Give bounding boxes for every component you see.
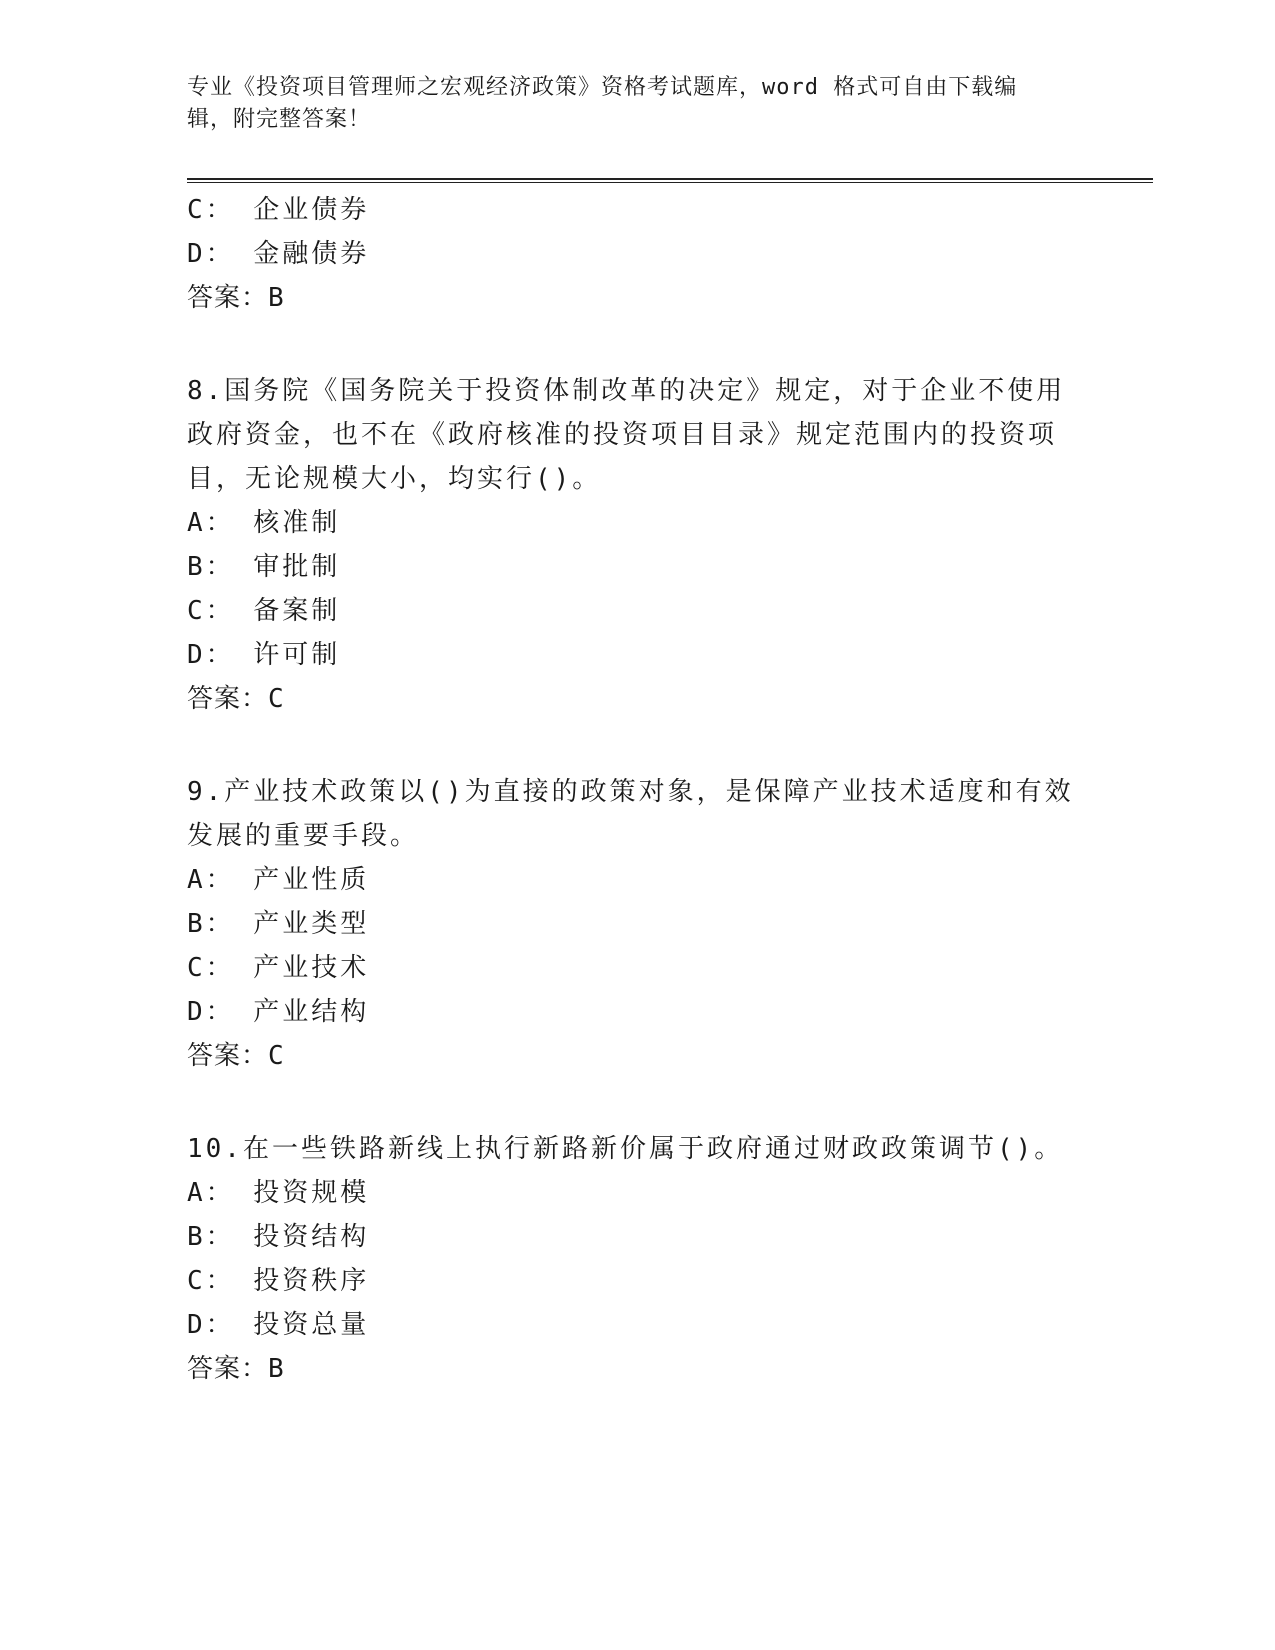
- q9-stem-line-1: 9.产业技术政策以()为直接的政策对象，是保障产业技术适度和有效: [187, 777, 1074, 807]
- q10-option-d: D： 投资总量: [187, 1310, 370, 1340]
- q9-option-a: A： 产业性质: [187, 865, 370, 895]
- q8-option-c: C： 备案制: [187, 596, 341, 626]
- q9-option-d: D： 产业结构: [187, 997, 370, 1027]
- q8-stem-line-3: 目，无论规模大小，均实行()。: [187, 464, 602, 494]
- q9-option-b: B： 产业类型: [187, 909, 370, 939]
- q10-option-a: A： 投资规模: [187, 1178, 370, 1208]
- q9-option-c: C： 产业技术: [187, 953, 370, 983]
- q10-option-c: C： 投资秩序: [187, 1266, 370, 1296]
- q8-option-b: B： 审批制: [187, 552, 341, 582]
- prev-option-c: C： 企业债券: [187, 195, 370, 225]
- q8-option-d: D： 许可制: [187, 640, 341, 670]
- q8-stem-line-1: 8.国务院《国务院关于投资体制改革的决定》规定，对于企业不使用: [187, 376, 1066, 406]
- prev-answer: 答案：B: [187, 283, 285, 313]
- q8-option-a: A： 核准制: [187, 508, 341, 538]
- header-divider: [187, 178, 1153, 183]
- q10-answer: 答案：B: [187, 1354, 285, 1384]
- q10-option-b: B： 投资结构: [187, 1222, 370, 1252]
- header-line-1: 专业《投资项目管理师之宏观经济政策》资格考试题库，word 格式可自由下载编: [187, 75, 1018, 100]
- header-line-2: 辑，附完整答案！: [187, 107, 372, 132]
- q9-stem-line-2: 发展的重要手段。: [187, 821, 420, 851]
- q8-answer: 答案：C: [187, 684, 285, 714]
- q9-answer: 答案：C: [187, 1041, 285, 1071]
- document-header: [187, 72, 1067, 136]
- q10-stem-line-1: 10.在一些铁路新线上执行新路新价属于政府通过财政政策调节()。: [187, 1134, 1064, 1164]
- q8-stem-line-2: 政府资金，也不在《政府核准的投资项目目录》规定范围内的投资项: [187, 420, 1058, 450]
- prev-option-d: D： 金融债券: [187, 239, 370, 269]
